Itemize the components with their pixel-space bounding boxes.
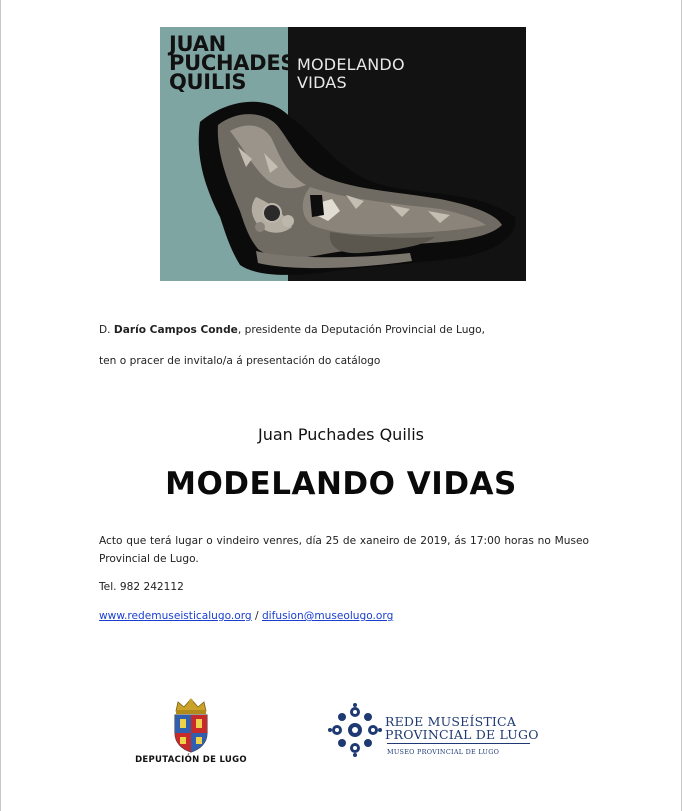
banner-artist-name bbox=[169, 32, 296, 94]
rede-flower-icon bbox=[328, 703, 382, 757]
banner-exhibition-title bbox=[297, 56, 405, 92]
host-prefix: D. bbox=[99, 324, 114, 336]
rede-line-2: PROVINCIAL DE LUGO bbox=[385, 727, 539, 742]
coat-of-arms-icon bbox=[170, 697, 212, 753]
catalogue-title: MODELANDO VIDAS bbox=[165, 466, 517, 502]
page-edge-left bbox=[0, 0, 1, 811]
host-suffix: , presidente da Deputación Provincial de Lugo, bbox=[237, 324, 486, 336]
link-separator: / bbox=[251, 610, 262, 622]
phone-number: Tel. 982 242112 bbox=[99, 581, 184, 593]
deputacion-logo bbox=[135, 697, 247, 771]
invitation-host-line bbox=[99, 324, 485, 336]
contact-links bbox=[99, 610, 393, 622]
banner-artist-line-2: PUCHADES bbox=[169, 51, 296, 75]
exhibition-banner bbox=[160, 27, 526, 281]
rede-subtitle: MUSEO PROVINCIAL DE LUGO bbox=[387, 748, 500, 756]
website-link[interactable]: www.redemuseisticalugo.org bbox=[99, 610, 252, 622]
deputacion-label: DEPUTACIÓN DE LUGO bbox=[135, 755, 247, 765]
banner-title-line-2: VIDAS bbox=[297, 73, 347, 92]
banner-artist-line-1: JUAN bbox=[169, 32, 226, 56]
rede-line-1: REDE MUSEÍSTICA bbox=[385, 714, 517, 729]
banner-title-line-1: MODELANDO bbox=[297, 55, 405, 74]
rede-divider bbox=[387, 743, 530, 744]
banner-artist-line-3: QUILIS bbox=[169, 70, 247, 94]
rede-museistica-logo bbox=[328, 703, 539, 763]
rede-name bbox=[385, 715, 539, 741]
host-name: Darío Campos Conde bbox=[113, 324, 238, 336]
email-link[interactable]: difusion@museolugo.org bbox=[261, 610, 394, 622]
invitation-line-2: ten o pracer de invitalo/a á presentación do catálogo bbox=[99, 355, 381, 367]
event-details: Acto que terá lugar o vindeiro venres, día 25 de xaneiro de 2019, ás 17:00 horas no Museo Provincial de Lugo. bbox=[99, 535, 589, 565]
artist-heading: Juan Puchades Quilis bbox=[258, 425, 424, 444]
